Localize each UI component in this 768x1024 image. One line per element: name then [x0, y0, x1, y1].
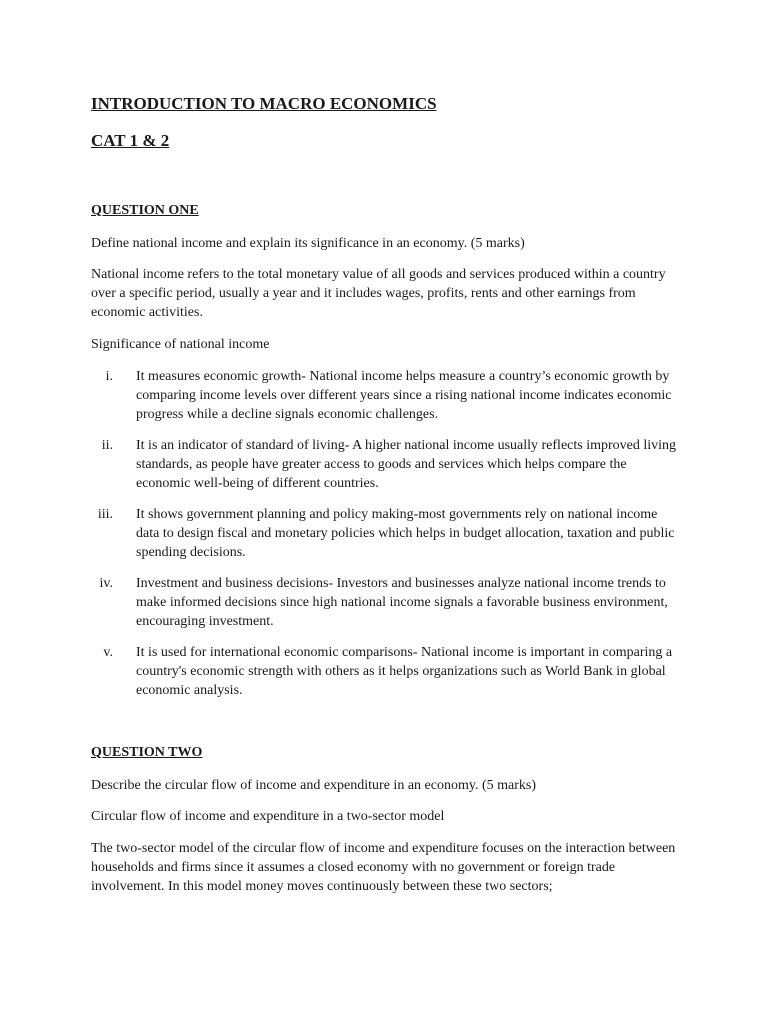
question-two-heading: QUESTION TWO — [91, 745, 203, 760]
list-item-text: It shows government planning and policy making-most governments rely on national income data to design fiscal and monetary policies which helps in budget allocation, taxation and public spending decisions. — [136, 507, 675, 560]
list-item-text: Investment and business decisions- Investors and businesses analyze national income trends to make informed decisions since high national income signals a favorable business environment, encouraging investment. — [136, 576, 668, 629]
list-numeral: v. — [103, 645, 113, 660]
list-item-text: It measures economic growth- National income helps measure a country’s economic growth by comparing income levels over different years since a rising national income indicates economic progress while a decline signals economic challenges. — [136, 369, 672, 422]
question-one-prompt: Define national income and explain its significance in an economy. (5 marks) — [91, 236, 525, 251]
list-numeral: iv. — [99, 576, 113, 591]
document-subtitle: CAT 1 & 2 — [91, 131, 170, 150]
list-item-text: It is an indicator of standard of living- A higher national income usually reflects improved living standards, as people have greater access to goods and services which helps compare the economic well-being of different countries. — [136, 438, 677, 491]
circular-flow-body: The two-sector model of the circular flow of income and expenditure focuses on the interaction between households and firms since it assumes a closed economy with no government or foreign trade involvement. In this model money moves continuously between these two sectors; — [91, 841, 676, 894]
document-title: INTRODUCTION TO MACRO ECONOMICS — [91, 94, 437, 113]
circular-flow-subheading: Circular flow of income and expenditure in a two-sector model — [91, 809, 445, 824]
list-numeral: ii. — [101, 438, 113, 453]
question-one-heading: QUESTION ONE — [91, 203, 199, 218]
list-numeral: i. — [105, 369, 113, 384]
national-income-definition: National income refers to the total monetary value of all goods and services produced within a country over a specific period, usually a year and it includes wages, profits, rents and other earnings from economic activities. — [91, 267, 666, 320]
significance-label: Significance of national income — [91, 337, 270, 352]
list-numeral: iii. — [97, 507, 113, 522]
question-two-prompt: Describe the circular flow of income and expenditure in an economy. (5 marks) — [91, 778, 536, 793]
list-item-text: It is used for international economic comparisons- National income is important in comparing a country's economic strength with others as it helps organizations such as World Bank in global economic analysis. — [136, 645, 673, 698]
